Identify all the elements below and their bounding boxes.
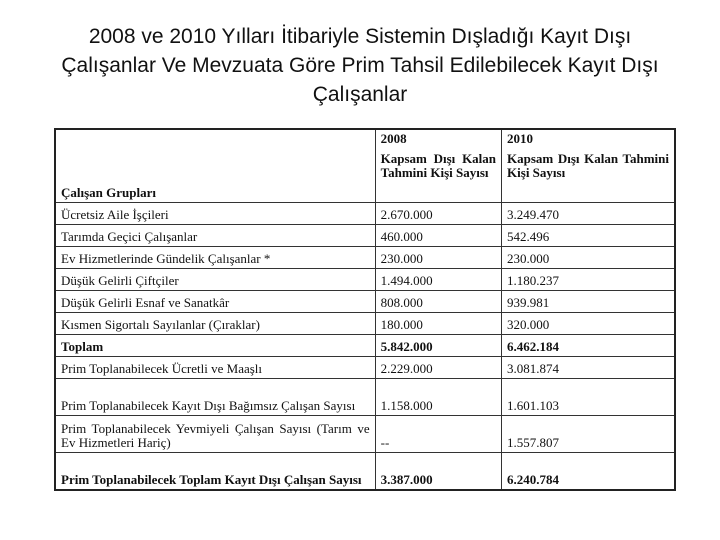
header-group-label: Çalışan Grupları: [55, 129, 375, 203]
header-2010-desc: Kapsam Dışı Kalan Tahmini Kişi Sayısı: [507, 151, 669, 180]
row-label: Düşük Gelirli Esnaf ve Sanatkâr: [55, 291, 375, 313]
value-2010: 3.249.470: [502, 203, 675, 225]
row-label: Toplam: [55, 335, 375, 357]
value-2010: 320.000: [502, 313, 675, 335]
title-line-2: Çalışanlar Ve Mevzuata Göre Prim Tahsil Edilebilecek Kayıt Dışı: [61, 54, 659, 77]
value-2010: 6.240.784: [502, 453, 675, 491]
value-2008: 460.000: [375, 225, 501, 247]
row-label: Prim Toplanabilecek Yevmiyeli Çalışan Sayısı (Tarım ve Ev Hizmetleri Hariç): [55, 416, 375, 453]
table-row: [55, 291, 675, 313]
table-row: [55, 357, 675, 379]
header-2010: [502, 129, 675, 203]
row-label: Ücretsiz Aile İşçileri: [55, 203, 375, 225]
value-2008: 2.670.000: [375, 203, 501, 225]
row-label: Prim Toplanabilecek Toplam Kayıt Dışı Çalışan Sayısı: [55, 453, 375, 491]
value-2008: 230.000: [375, 247, 501, 269]
row-label: Tarımda Geçici Çalışanlar: [55, 225, 375, 247]
table-row: [55, 269, 675, 291]
value-2008: 5.842.000: [375, 335, 501, 357]
value-2010: 1.557.807: [502, 416, 675, 453]
value-2010: 939.981: [502, 291, 675, 313]
value-2010: 3.081.874: [502, 357, 675, 379]
table-row: [55, 313, 675, 335]
value-2008: 1.494.000: [375, 269, 501, 291]
informal-workers-table: [54, 128, 676, 491]
row-label: Prim Toplanabilecek Kayıt Dışı Bağımsız Çalışan Sayısı: [55, 379, 375, 416]
row-label: Düşük Gelirli Çiftçiler: [55, 269, 375, 291]
header-2008-year: 2008: [380, 131, 407, 146]
row-label: Ev Hizmetlerinde Gündelik Çalışanlar *: [55, 247, 375, 269]
value-2008: 180.000: [375, 313, 501, 335]
header-2008: [375, 129, 501, 203]
row-label: Prim Toplanabilecek Ücretli ve Maaşlı: [55, 357, 375, 379]
table-row: [55, 203, 675, 225]
title-line-3: Çalışanlar: [312, 83, 408, 106]
slide-title: [0, 22, 720, 109]
grand-total-row: [55, 453, 675, 491]
value-2010: 542.496: [502, 225, 675, 247]
table-header-row: [55, 129, 675, 203]
value-2008: 1.158.000: [375, 379, 501, 416]
header-2008-desc: Kapsam Dışı Kalan Tahmini Kişi Sayısı: [380, 151, 497, 180]
title-line-1: 2008 ve 2010 Yılları İtibariyle Sistemin Dışladığı Kayıt Dışı: [88, 25, 632, 48]
value-2010: 230.000: [502, 247, 675, 269]
table-row: [55, 225, 675, 247]
table-row: [55, 379, 675, 416]
table-row: [55, 247, 675, 269]
header-2010-year: 2010: [507, 131, 534, 146]
value-2010: 6.462.184: [502, 335, 675, 357]
value-2008: 808.000: [375, 291, 501, 313]
table-row: [55, 416, 675, 453]
value-2008: --: [375, 416, 501, 453]
value-2010: 1.601.103: [502, 379, 675, 416]
value-2010: 1.180.237: [502, 269, 675, 291]
value-2008: 2.229.000: [375, 357, 501, 379]
value-2008: 3.387.000: [375, 453, 501, 491]
row-label: Kısmen Sigortalı Sayılanlar (Çıraklar): [55, 313, 375, 335]
total-row: [55, 335, 675, 357]
